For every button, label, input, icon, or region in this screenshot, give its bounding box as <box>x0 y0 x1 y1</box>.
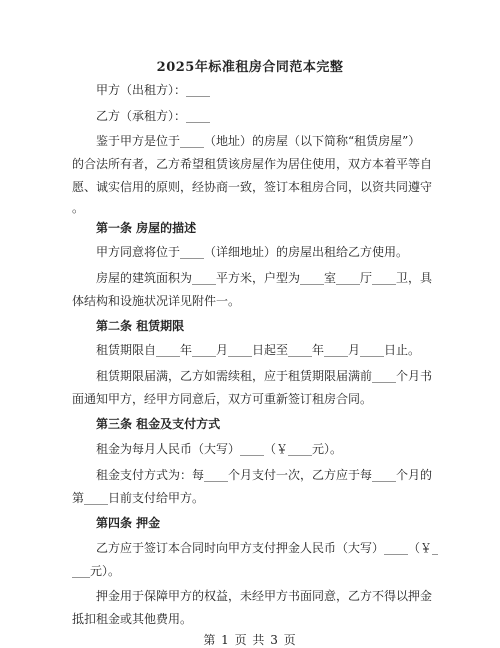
paragraph-line: 租金为每月人民币（大写）____（￥____元）。 <box>96 442 343 456</box>
paragraph-line: 第____日前支付给甲方。 <box>72 491 205 505</box>
party-b-line: 乙方（承租方）：____ <box>96 109 211 123</box>
section-heading: 第二条 租赁期限 <box>96 319 185 333</box>
paragraph-line: 体结构和设施状况详见附件一。 <box>72 294 241 308</box>
party-a-line: 甲方（出租方）：____ <box>96 83 211 97</box>
paragraph-line: 乙方应于签订本合同时向甲方支付押金人民币（大写）____（￥_ <box>96 541 439 555</box>
paragraph-line: 房屋的建筑面积为____平方米，户型为____室____厅____卫，具 <box>96 271 433 285</box>
page-footer: 第 1 页 共 3 页 <box>203 633 297 647</box>
intro-line: 的合法所有者，乙方希望租赁该房屋作为居住使用，双方本着平等自 <box>72 157 433 171</box>
paragraph-line: 租赁期限届满，乙方如需续租，应于租赁期限届满前____个月书 <box>96 369 433 383</box>
section-heading: 第四条 押金 <box>96 516 161 530</box>
document-title: 2025年标准租房合同范本完整 <box>156 60 344 75</box>
intro-line: 。 <box>72 201 85 215</box>
intro-line: 愿、诚实信用的原则，经协商一致，签订本租房合同，以资共同遵守 <box>72 180 433 194</box>
section-heading: 第一条 房屋的描述 <box>96 221 197 235</box>
paragraph-line: 租赁期限自____年____月____日起至____年____月____日止。 <box>96 343 421 357</box>
intro-line: 鉴于甲方是位于____（地址）的房屋（以下简称“租赁房屋”） <box>96 134 421 148</box>
paragraph-line: ___元）。 <box>72 564 121 578</box>
paragraph-line: 甲方同意将位于____（详细地址）的房屋出租给乙方使用。 <box>96 245 409 259</box>
paragraph-line: 押金用于保障甲方的权益，未经甲方书面同意，乙方不得以押金 <box>96 589 433 603</box>
section-heading: 第三条 租金及支付方式 <box>96 417 221 431</box>
paragraph-line: 抵扣租金或其他费用。 <box>72 612 193 626</box>
paragraph-line: 面通知甲方，经甲方同意后，双方可重新签订租房合同。 <box>72 392 373 406</box>
paragraph-line: 租金支付方式为：每____个月支付一次，乙方应于每____个月的 <box>96 468 433 482</box>
